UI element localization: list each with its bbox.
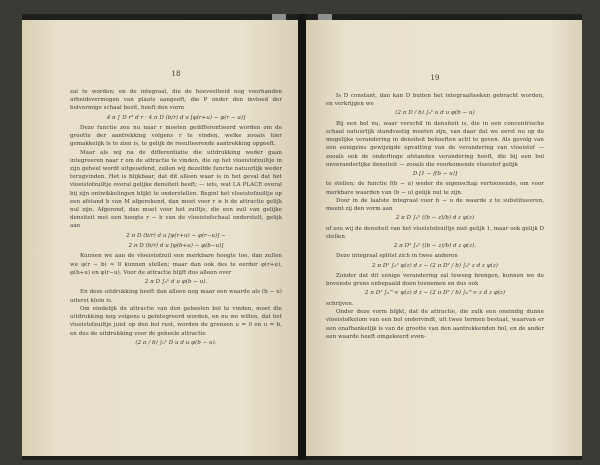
open-book	[22, 14, 582, 460]
formula: (2 π D / b) ∫₀ᵇ u d u φ(b − u)	[395, 110, 475, 117]
formula: 2 π D (b/r) d u [φ(r+u) − φ(r−u)] −	[126, 232, 226, 239]
formula: 2 π D² ∫₀^∞ φ(z) d z − (2 π D² / b) ∫₀^∞ z d z φ(z)	[364, 290, 506, 297]
page-number: 19	[430, 74, 440, 82]
paragraph: Om eindelijk de attractie van den geheelen bol te vinden, moet die uitdrukking nog volgens u geïntegreerd worden, en nu we willen, dat het vloeistofzuiltje juist op den bol rust, worden de grenzen u = 0 en u = b, en dus de uitdrukking voor de geheele attractie	[70, 305, 282, 337]
left-page-body	[70, 88, 282, 347]
paragraph: of zou wij de densiteit van het vloeistofzuiltje niet gelijk 1, maar ook gelijk D stellen	[326, 225, 544, 240]
paragraph: Maar als wij na de differentiatie die uitdrukking weder gaan integreeren naar r om de attractie te vinden, die op het vloeistofzuiltje in zijn geheel wordt uitgeoefend, zullen wij dezelfde functie natuurlijk weder terugvinden. Het is blijkbaar, dat dit alleen waar is in het geval dat het vloeistofzuiltje overal gelijke densiteit heeft; — iets, wat LA PLACE overal bij zijn ontwikkelingen blijkt te onderstellen. Beginl het vloeistofzuiltje op een afstand b van M afgerekend, dan moet voor r ≥ b de attractie gelijk nul zijn. Afgerond, dan moet voor het zuiltje, die een zuil van gelijke densiteit met een hoogte r − b van de vloeistofschaal onderstelt, gelijk aan	[70, 149, 282, 230]
paragraph: te stellen; de functie f(b − u) weder de eigenschap vertoonende, om voor merkbare waarden van (b − u) gelijk nul te zijn.	[326, 181, 544, 196]
formula: 2 π D² ∫₀ᵇ ((b − z)/b) d z φ(z).	[393, 243, 477, 250]
paragraph: Onder deze vorm blijkt, dat de attractie, die zulk een oneindig dunne vloeistofkolom van een bol ondervindt, uit twee termen bestaat, waarvan er een onafhankelijk is van de grootte van den aantrekkenden bol, en de ander een waarde heeft omgekeerd even-	[326, 309, 544, 340]
formula: 2 π D² ∫₀ᵇ φ(z) d z − (2 π D² / b) ∫₀ᵇ z d z φ(z)	[372, 262, 498, 269]
paragraph: Is D constant, dan kan D buiten het integraalteeken gebracht worden, en verkrijgen we	[326, 93, 544, 108]
paragraph: schrijven.	[326, 300, 354, 307]
right-page	[306, 20, 582, 456]
paragraph: Deze functie zou nu naar r moeten gedifferentieerd worden om de grootte der aantrekking volgens r te vinden, welke zooals hier gemakkelijk is te zien is, te gelijk de resulteerende aantrekking opgeeft.	[70, 125, 282, 148]
formula: 2 π D (b/r) d u [φ(b+u) − φ(b−u)]	[128, 243, 224, 250]
formula: 2 π D ∫₀ᵇ ((b − z)/b) d z φ(z)	[395, 215, 475, 222]
page-number: 18	[171, 70, 181, 78]
paragraph: Deze integraal splitst zich in twee anderen	[336, 253, 458, 260]
paragraph: Zonder dat dit eenige verandering zal teweeg brengen, kunnen we de bovenste grens onbepaald doen toenemen en dus ook	[326, 273, 544, 288]
formula: 4 π ∫ D r² d r · 4 π D (b/r) d u [φ(r+u) − φ(r − u)]	[106, 114, 246, 121]
paragraph: zal te worden; en de integraal, die de hoeveelheid nog voorhanden arbeidsvermogen van plaats aangeeft, die P onder den invloed der bolvormige schaal bezit, heeft den vorm	[70, 89, 282, 112]
book-gutter	[298, 14, 306, 460]
formula: (2 π / b) ∫₀ᵇ D u d u φ(b − u).	[135, 339, 217, 346]
right-page-body	[326, 92, 544, 341]
formula: D [1 − f(b − u)]	[412, 171, 458, 178]
formula: 2 π D ∫₀ᵇ d u φ(b − u).	[144, 279, 208, 286]
paragraph: Door in de laatste integraal voor b − u de waarde z te substitueeren, meent zij den vorm aan	[326, 197, 544, 213]
left-page	[22, 20, 298, 456]
paragraph: Bij een bol nu, waar verschil in densiteit is, die in een concentrische schaal natuurlijk standvastig moeten zijn, van daar dat we eerst nu op de mogelijke verandering in densiteit behoeften acht te geven. Als gevolg van een eenigzins gewijzigde opvatting van de verandering van vloeistof — zooals ook de onderlinge afstanden verandering heeft, die bij een bol onveranderlijke densiteit — zooals die voorkomende vloeistof gelijk	[326, 120, 544, 168]
paragraph: Kunnen we aan de vloeistofzuil een merkbare hoogte toe, dan zullen we φ(r − b) ≈ 0 kunnen stellen; maar dan ook des te eerder φ(r+u), φ(b+u) en φ(r−u). Voor de attractie blijft dus alleen over	[70, 253, 282, 276]
paragraph: En deze uitdrukking heeft dan alleen nog maar een waarde als (b − u) uiterst klein is.	[70, 289, 282, 304]
